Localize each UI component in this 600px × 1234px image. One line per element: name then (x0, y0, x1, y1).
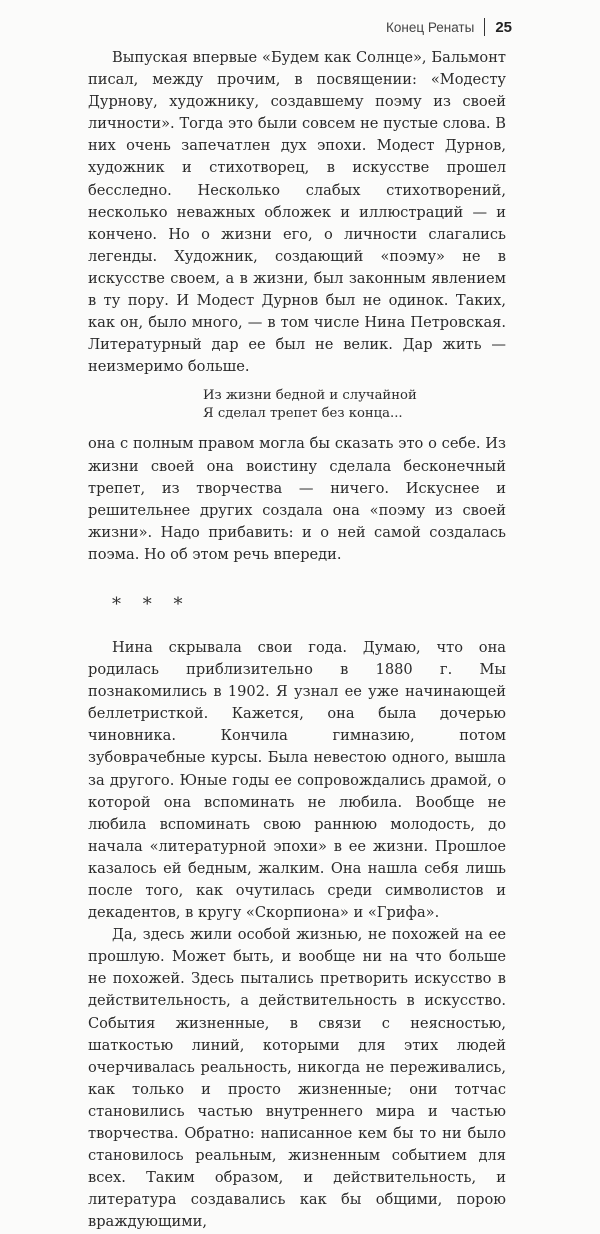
verse-quote (203, 387, 506, 423)
section-break: * * * (112, 593, 191, 615)
paragraph-2: она с полным правом могла бы сказать это о себе. Из жизни своей она воистину сделала бесконечный трепет, из творчества — ничего. Искуснее и решительнее других создала она «поэму из своей жизни». Надо прибавить: и о ней самой создалась поэма. Но об этом речь впереди. (88, 435, 506, 563)
paragraph-1: Выпуская впервые «Будем как Солнце», Бальмонт писал, между прочим, в посвящении: «Модесту Дурнову, художнику, создавшему поэму из своей личности». Тогда это были совсем не пустые слова. В них очень запечатлен дух эпохи. Модест Дурнов, художник и стихотворец, в искусстве прошел бесследно. Несколько слабых стихотворений, несколько неважных обложек и иллюстраций — и кончено. Но о жизни его, о личности слагались легенды. Художник, создающий «поэму» не в искусстве своем, а в жизни, был законным явлением в ту пору. И Модест Дурнов был не одинок. Таких, как он, было много, — в том числе Нина Петровская. Литературный дар ее был не велик. Дар жить — неизмеримо больше. (88, 49, 506, 376)
header-divider (484, 18, 485, 36)
running-header (386, 18, 512, 36)
verse-line-2: Я сделал трепет без конца... (203, 406, 403, 422)
running-title: Конец Ренаты (386, 19, 475, 35)
paragraph-4: Да, здесь жили особой жизнью, не похожей на ее прошлую. Может быть, и вообще ни на что больше не похожей. Здесь пытались претворить искусство в действительность, а действительность в искусство. События жизненные, в связи с неясностью, шаткостью линий, которыми для этих людей очерчивалась реальность, никогда не переживались, как только и просто жизненные; они тотчас становились частью внутреннего мира и частью творчества. Обратно: написанное кем бы то ни было становилось реальным, жизненным событием для всех. Таким образом, и действительность, и литература создавались как бы общими, порою враждующими, (88, 926, 506, 1231)
verse-line-1: Из жизни бедной и случайной (203, 388, 417, 404)
paragraph-3: Нина скрывала свои года. Думаю, что она родилась приблизительно в 1880 г. Мы познакомились в 1902. Я узнал ее уже начинающей беллетристкой. Кажется, она была дочерью чиновника. Кончила гимназию, потом зубоврачебные курсы. Была невестою одного, вышла за другого. Юные годы ее сопровождались драмой, о которой она вспоминать не любила. Вообще не любила вспоминать свою раннюю молодость, до начала «литературной эпохи» в ее жизни. Прошлое казалось ей бедным, жалким. Она нашла себя лишь после того, как очутилась среди символистов и декадентов, в кругу «Скорпиона» и «Грифа». (88, 638, 506, 922)
page-number: 25 (495, 18, 512, 36)
page-body (88, 47, 506, 1234)
